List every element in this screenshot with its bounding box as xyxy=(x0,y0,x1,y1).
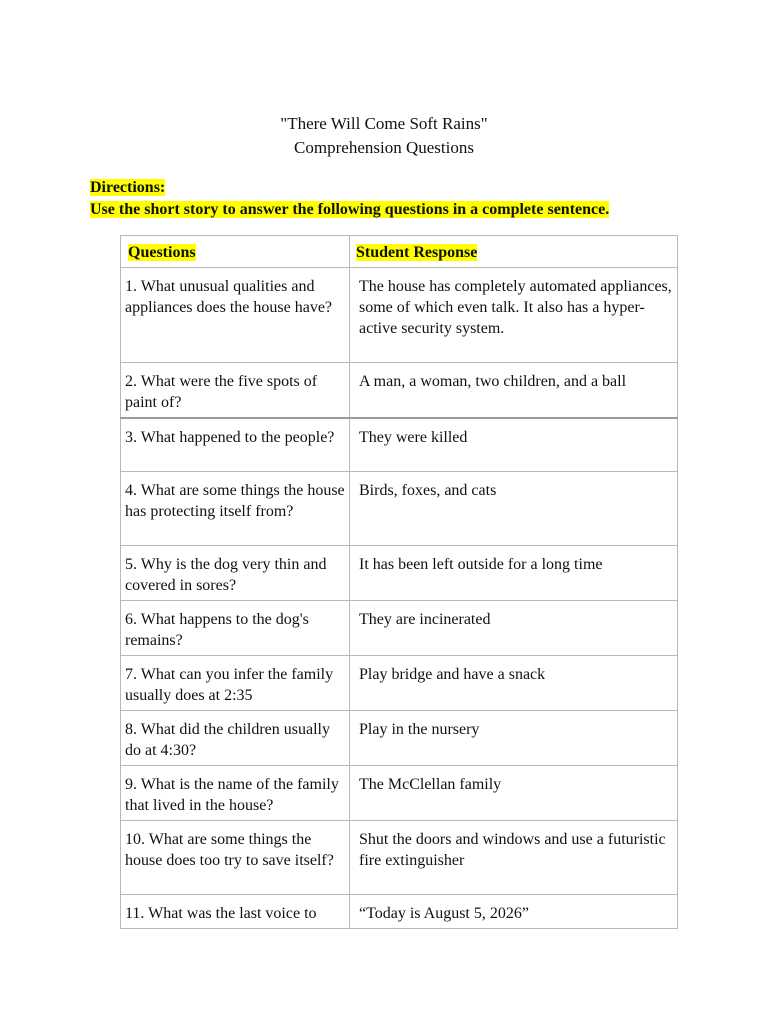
table-row xyxy=(121,472,678,546)
question-cell: 9. What is the name of the family that lived in the house? xyxy=(121,766,350,821)
response-cell: It has been left outside for a long time xyxy=(350,546,678,601)
response-cell: A man, a woman, two children, and a ball xyxy=(350,363,678,419)
question-cell: 2. What were the five spots of paint of? xyxy=(121,363,350,419)
questions-table xyxy=(120,235,678,929)
table-row xyxy=(121,268,678,363)
table-header-row xyxy=(121,236,678,268)
question-cell: 7. What can you infer the family usually does at 2:35 xyxy=(121,656,350,711)
question-cell: 8. What did the children usually do at 4:30? xyxy=(121,711,350,766)
title-block xyxy=(0,112,768,160)
question-cell: 6. What happens to the dog's remains? xyxy=(121,601,350,656)
table-row xyxy=(121,546,678,601)
table-row xyxy=(121,895,678,929)
response-cell: They are incinerated xyxy=(350,601,678,656)
response-cell: The house has completely automated appliances, some of which even talk. It also has a hyper-active security system. xyxy=(350,268,678,363)
table-row xyxy=(121,418,678,472)
question-cell: 3. What happened to the people? xyxy=(121,418,350,472)
question-cell: 10. What are some things the house does too try to save itself? xyxy=(121,821,350,895)
table-row xyxy=(121,601,678,656)
response-cell: Birds, foxes, and cats xyxy=(350,472,678,546)
response-cell: “Today is August 5, 2026” xyxy=(350,895,678,929)
document-subtitle: Comprehension Questions xyxy=(294,138,474,157)
table-row xyxy=(121,363,678,419)
directions-block xyxy=(90,177,609,221)
table-row xyxy=(121,766,678,821)
question-cell: 5. Why is the dog very thin and covered in sores? xyxy=(121,546,350,601)
table-row xyxy=(121,656,678,711)
questions-header: Questions xyxy=(121,236,350,268)
student-response-header: Student Response xyxy=(350,236,678,268)
question-cell: 11. What was the last voice to xyxy=(121,895,350,929)
table-row xyxy=(121,711,678,766)
response-cell: Play in the nursery xyxy=(350,711,678,766)
response-cell: They were killed xyxy=(350,418,678,472)
document-title: "There Will Come Soft Rains" xyxy=(280,114,488,133)
response-cell: Play bridge and have a snack xyxy=(350,656,678,711)
question-cell: 4. What are some things the house has protecting itself from? xyxy=(121,472,350,546)
table-row xyxy=(121,821,678,895)
question-cell: 1. What unusual qualities and appliances does the house have? xyxy=(121,268,350,363)
directions-text: Use the short story to answer the following questions in a complete sentence. xyxy=(90,201,610,218)
response-cell: Shut the doors and windows and use a futuristic fire extinguisher xyxy=(350,821,678,895)
directions-label: Directions: xyxy=(90,179,166,196)
response-cell: The McClellan family xyxy=(350,766,678,821)
